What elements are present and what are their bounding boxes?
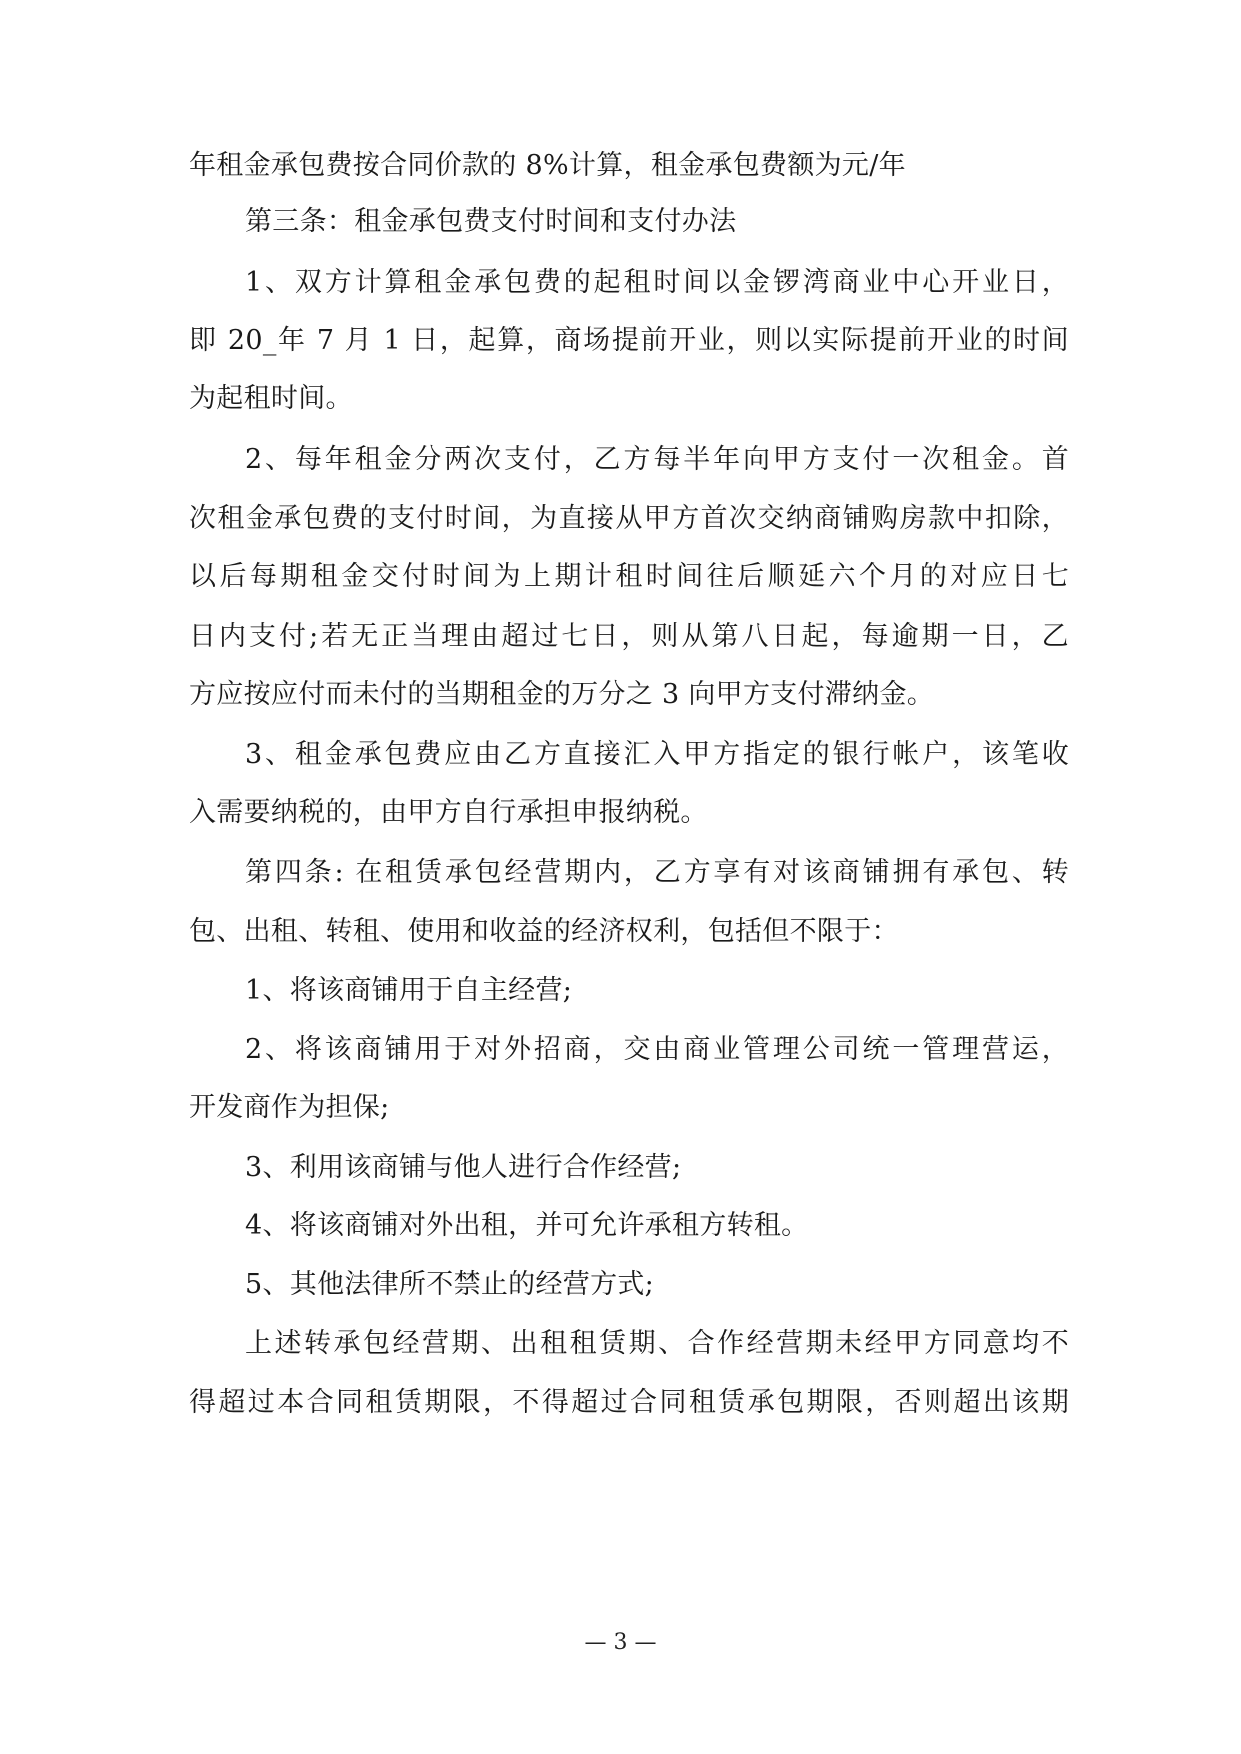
page-number: — 3 — bbox=[584, 1630, 657, 1655]
text-line: 为起租时间。 bbox=[189, 383, 353, 414]
text-line: 日内支付;若无正当理由超过七日，则从第八日起，每逾期一日，乙 bbox=[189, 621, 1069, 652]
list-item: 2、将该商铺用于对外招商，交由商业管理公司统一管理营运， bbox=[245, 1034, 1069, 1065]
text-line: 即 20_年 7 月 1 日，起算，商场提前开业，则以实际提前开业的时间 bbox=[189, 325, 1069, 356]
text-line: 以后每期租金交付时间为上期计租时间往后顺延六个月的对应日七 bbox=[189, 561, 1069, 592]
list-item: 1、将该商铺用于自主经营; bbox=[245, 975, 573, 1006]
article-heading: 第四条: 在租赁承包经营期内，乙方享有对该商铺拥有承包、转 bbox=[245, 857, 1069, 888]
list-item: 4、将该商铺对外出租，并可允许承租方转租。 bbox=[245, 1210, 809, 1241]
text-line: 3、租金承包费应由乙方直接汇入甲方指定的银行帐户，该笔收 bbox=[245, 739, 1069, 770]
text-line: 上述转承包经营期、出租租赁期、合作经营期未经甲方同意均不 bbox=[245, 1328, 1069, 1359]
text-line: 1、双方计算租金承包费的起租时间以金锣湾商业中心开业日， bbox=[245, 267, 1069, 298]
text-line: 开发商作为担保; bbox=[189, 1092, 390, 1123]
text-line: 包、出租、转租、使用和收益的经济权利，包括但不限于： bbox=[189, 916, 899, 947]
text-line: 2、每年租金分两次支付，乙方每半年向甲方支付一次租金。首 bbox=[245, 444, 1069, 475]
text-line: 入需要纳税的，由甲方自行承担申报纳税。 bbox=[189, 797, 708, 828]
list-item: 5、其他法律所不禁止的经营方式; bbox=[245, 1269, 655, 1300]
text-line: 年租金承包费按合同价款的 8%计算，租金承包费额为元/年 bbox=[189, 150, 906, 181]
text-line: 次租金承包费的支付时间，为直接从甲方首次交纳商铺购房款中扣除， bbox=[189, 503, 1069, 534]
text-line: 得超过本合同租赁期限，不得超过合同租赁承包期限，否则超出该期 bbox=[189, 1387, 1069, 1418]
text-line: 方应按应付而未付的当期租金的万分之 3 向甲方支付滞纳金。 bbox=[189, 679, 935, 710]
article-heading: 第三条：租金承包费支付时间和支付办法 bbox=[245, 206, 737, 237]
list-item: 3、利用该商铺与他人进行合作经营; bbox=[245, 1152, 682, 1183]
